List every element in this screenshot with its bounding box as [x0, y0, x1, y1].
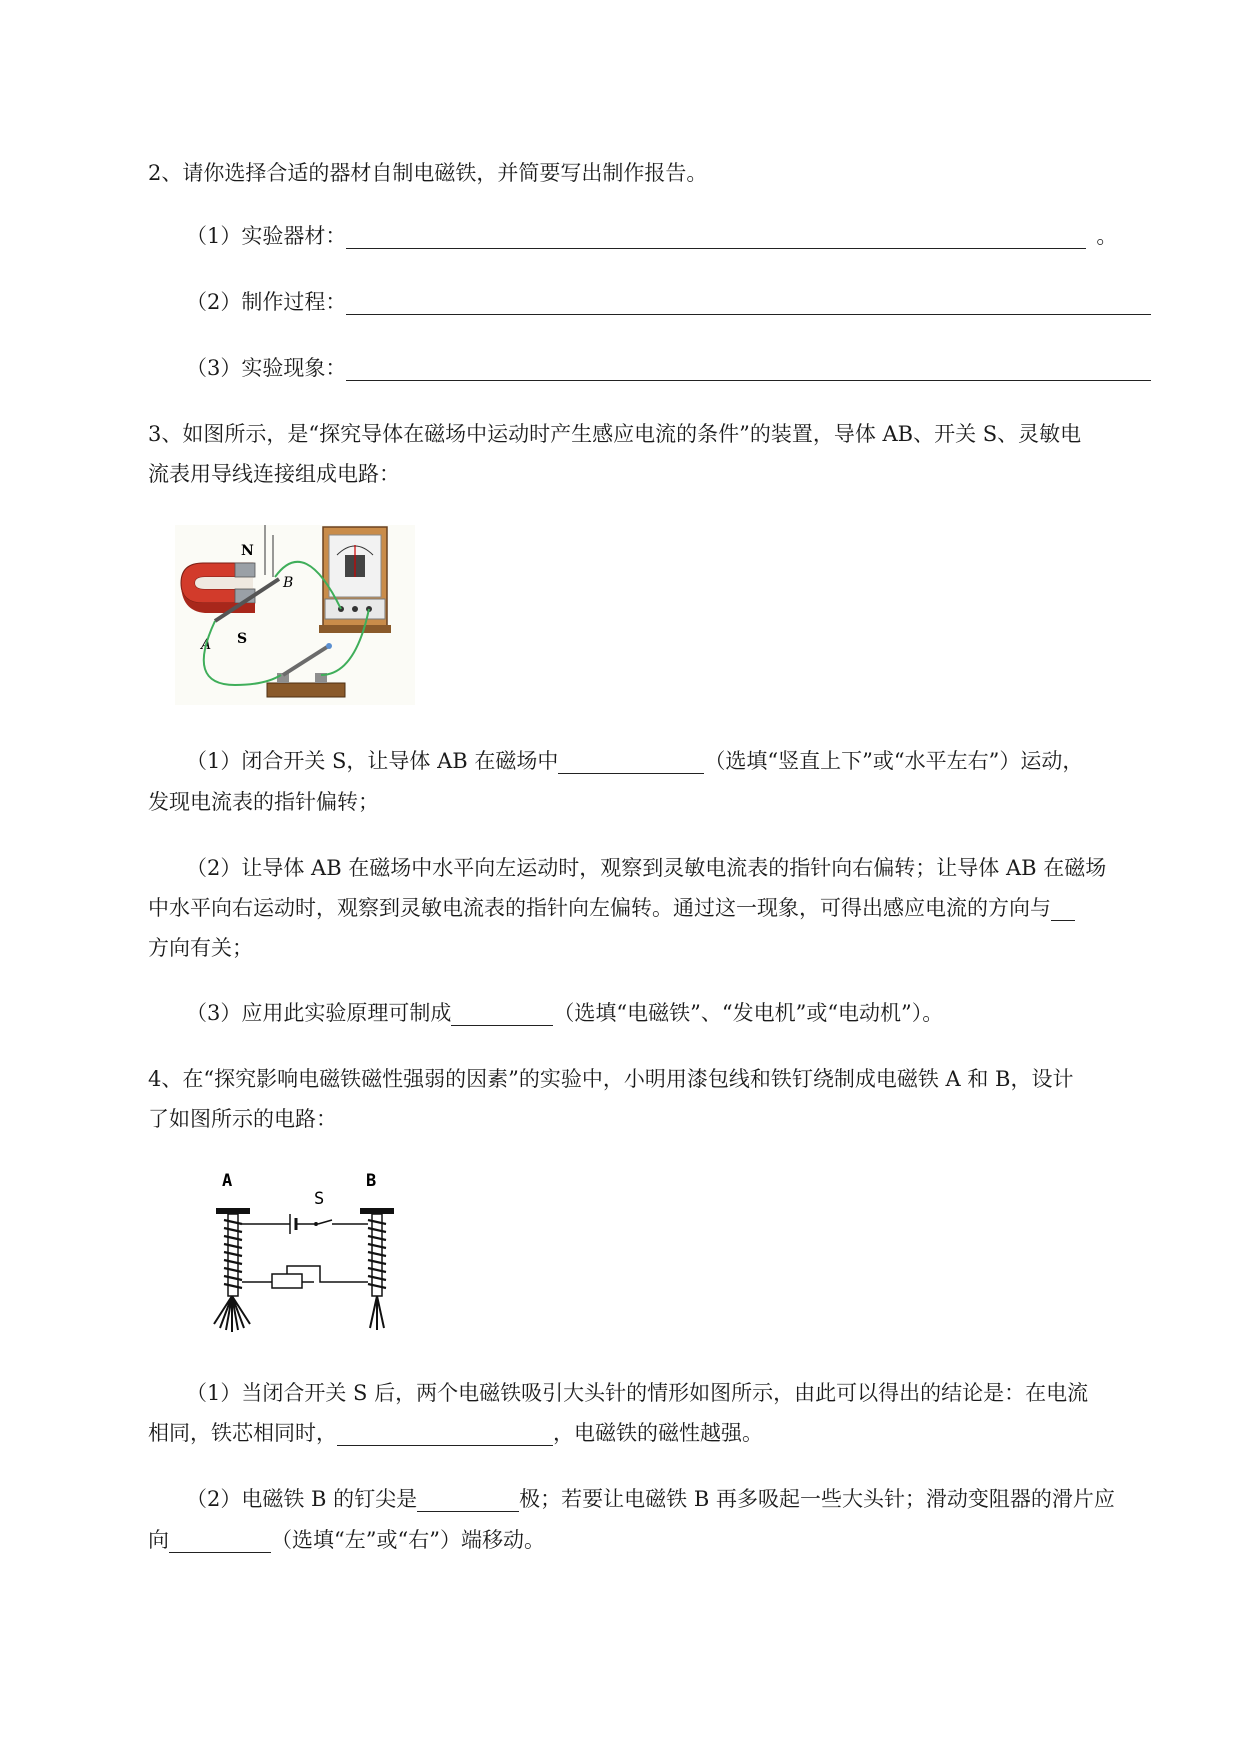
q4-p1-line1: [186, 1373, 1196, 1413]
q4-p1-blank[interactable]: [337, 1419, 553, 1446]
q4-stem-text-2: 了如图所示的电路：: [148, 1107, 337, 1131]
q4-p2-line1: [186, 1479, 1196, 1519]
q4-p2-blank-direction[interactable]: [169, 1526, 271, 1553]
fig4-label-b: B: [366, 1171, 377, 1191]
q3-p2-text-line1: （2）让导体 AB 在磁场中水平向左运动时，观察到灵敏电流表的指针向右偏转；让导体 AB 在磁场: [186, 856, 1107, 880]
q2-stem: [148, 153, 1158, 193]
fig3-label-s: S: [237, 631, 248, 647]
q3-stem-text-2: 流表用导线连接组成电路：: [148, 462, 400, 486]
q4-stem-line1: [148, 1059, 1158, 1099]
q2-item1-label: （1）实验器材：: [186, 224, 347, 248]
q3-p1-line2: [148, 782, 1158, 822]
q3-p1-text-line2: 发现电流表的指针偏转；: [148, 790, 379, 814]
q2-item2-label: （2）制作过程：: [186, 290, 347, 314]
fig4-label-a: A: [222, 1171, 233, 1191]
q3-p2-blank[interactable]: [1051, 894, 1075, 921]
q4-p1-text-line1: （1）当闭合开关 S 后，两个电磁铁吸引大头针的情形如图所示，由此可以得出的结论是：在电流: [186, 1381, 1089, 1405]
electromagnet-circuit-figure: [210, 1168, 400, 1338]
q4-p1-text-a: 相同，铁芯相同时，: [148, 1421, 337, 1445]
q4-p2-text-a: （2）电磁铁 B 的钉尖是: [186, 1487, 418, 1511]
rheostat-icon: [272, 1274, 302, 1288]
q3-p3-text-a: （3）应用此实验原理可制成: [186, 1001, 452, 1025]
q4-p2-text-c: 向: [148, 1528, 169, 1552]
galvanometer-icon: [319, 527, 391, 633]
fig3-label-n: N: [241, 543, 254, 559]
q4-p2-line2: [148, 1520, 1158, 1560]
q3-stem-line1: [148, 414, 1158, 454]
horseshoe-magnet-icon: [181, 563, 255, 613]
q3-p3-blank[interactable]: [451, 999, 553, 1026]
q2-item2-blank[interactable]: [346, 288, 1151, 315]
q4-stem-line2: [148, 1099, 1158, 1139]
q3-p3-text-b: （选填“电磁铁”、“发电机”或“电动机”）。: [553, 1001, 944, 1025]
q4-p2-blank-pole[interactable]: [417, 1485, 519, 1512]
q2-item1-end: 。: [1096, 224, 1118, 248]
q2-item2: [186, 282, 1196, 322]
q2-item1: [186, 216, 1196, 256]
q3-p2-line1: [186, 848, 1196, 888]
q2-item3-label: （3）实验现象：: [186, 356, 347, 380]
q4-p2-text-d: （选填“左”或“右”）端移动。: [271, 1528, 545, 1552]
q3-p2-line3: [148, 928, 1158, 968]
switch-icon: [314, 1222, 318, 1226]
electromagnet-b-icon: [368, 1214, 386, 1330]
q3-p2-text-line2: 中水平向右运动时，观察到灵敏电流表的指针向左偏转。通过这一现象，可得出感应电流的方向与: [148, 896, 1051, 920]
fig3-label-b: B: [283, 575, 294, 591]
fig3-label-a: A: [201, 637, 212, 653]
q3-p2-line2: [148, 888, 1158, 928]
q3-p1-text-a: （1）闭合开关 S，让导体 AB 在磁场中: [186, 749, 559, 773]
q4-stem-text-1: 4、在“探究影响电磁铁磁性强弱的因素”的实验中，小明用漆包线和铁钉绕制成电磁铁 A 和 B，设计: [148, 1067, 1074, 1091]
q3-p2-text-line3: 方向有关；: [148, 936, 253, 960]
q4-p1-line2: [148, 1413, 1158, 1453]
q2-item3: [186, 348, 1196, 388]
q3-p1-text-b: （选填“竖直上下”或“水平左右”）运动，: [704, 749, 1084, 773]
q2-item3-blank[interactable]: [346, 354, 1151, 381]
q3-p3: [186, 993, 1196, 1033]
q2-item1-blank[interactable]: [346, 222, 1086, 249]
q3-p1-line1: [186, 741, 1196, 781]
q2-stem-text: 2、请你选择合适的器材自制电磁铁，并简要写出制作报告。: [148, 161, 708, 185]
q3-p1-blank[interactable]: [558, 747, 704, 774]
q3-stem-text-1: 3、如图所示，是“探究导体在磁场中运动时产生感应电流的条件”的装置，导体 AB、开关 S、灵敏电: [148, 422, 1082, 446]
electromagnet-a-icon: [214, 1214, 250, 1332]
fig4-label-s: S: [314, 1189, 325, 1209]
induction-apparatus-figure: [175, 525, 415, 705]
q3-stem-line2: [148, 454, 1158, 494]
q4-p2-text-b: 极；若要让电磁铁 B 再多吸起一些大头针；滑动变阻器的滑片应: [519, 1487, 1115, 1511]
q4-p1-text-b: ，电磁铁的磁性越强。: [553, 1421, 763, 1445]
